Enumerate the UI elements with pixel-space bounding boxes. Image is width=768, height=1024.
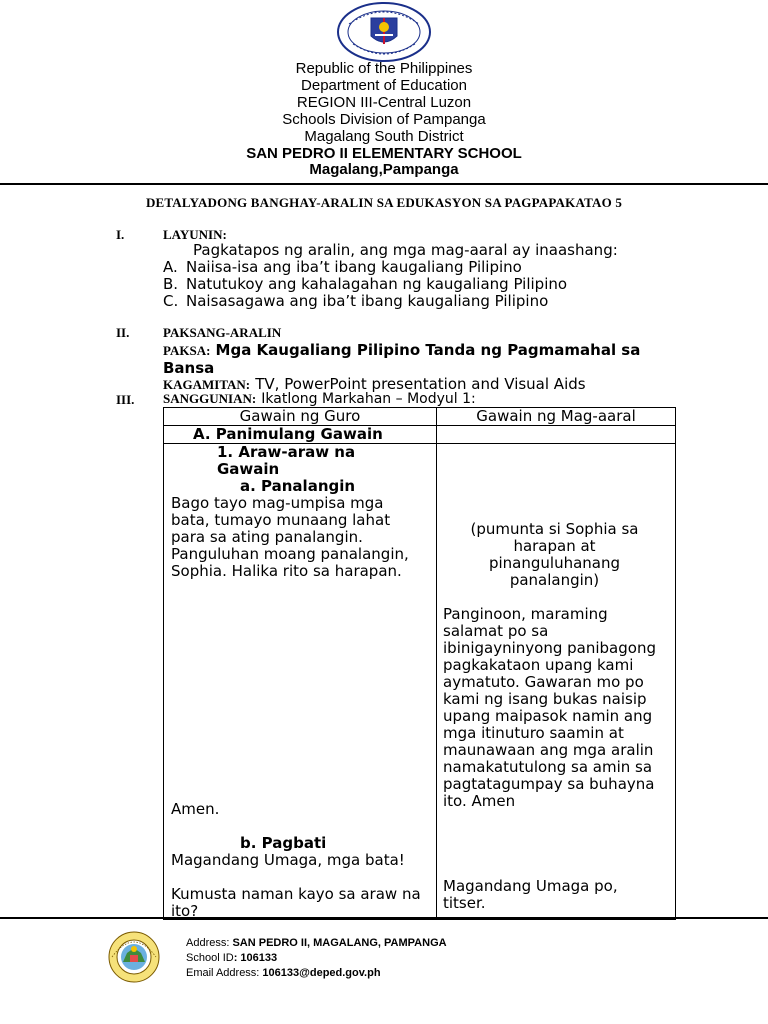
teacher-activity-cell <box>164 444 437 920</box>
footer-email <box>186 966 381 981</box>
header-republic: Republic of the Philippines <box>295 60 473 77</box>
section-1-label: LAYUNIN: <box>163 227 227 242</box>
sub-b-heading: b. Pagbati <box>240 834 327 852</box>
item-1-heading: 1. Araw-araw na Gawain <box>217 443 356 478</box>
section-a-heading: A. Panimulang Gawain <box>164 426 437 444</box>
section-3-number: III. <box>116 392 135 407</box>
teacher-greeting-text: Magandang Umaga, mga bata! <box>171 851 405 869</box>
objective-letter: A. <box>163 258 178 276</box>
empty-cell <box>437 426 676 444</box>
objective-letter: C. <box>163 292 179 310</box>
school-logo-graphic <box>108 931 160 983</box>
table-header-row <box>164 408 676 426</box>
teacher-amen-text: Amen. <box>171 800 220 818</box>
student-activity-cell <box>437 444 676 920</box>
footer-address <box>186 936 447 951</box>
footer-school-id <box>186 951 277 966</box>
footer-address-value: SAN PEDRO II, MAGALANG, PAMPANGA <box>232 937 447 949</box>
sanggunian-value: Ikatlong Markahan – Modyul 1: <box>261 391 476 407</box>
sanggunian-label: SANGGUNIAN: <box>163 391 257 406</box>
sanggunian-line <box>163 389 476 408</box>
kagamitan-value: TV, PowerPoint presentation and Visual Aids <box>255 375 586 393</box>
paksa-value: Mga Kaugaliang Pilipino Tanda ng Pagmamahal sa Bansa <box>163 341 641 377</box>
header-region: REGION III-Central Luzon <box>296 94 472 111</box>
table-row <box>164 444 676 920</box>
student-action-text: (pumunta si Sophia sa harapan at pinanguluhanang panalangin) <box>470 520 639 589</box>
col-header-student: Gawain ng Mag-aaral <box>437 408 676 426</box>
objective-b <box>163 275 568 293</box>
footer-email-value: 106133@deped.gov.ph <box>262 967 381 979</box>
school-logo <box>108 931 160 983</box>
deped-seal <box>337 2 431 62</box>
kagamitan-label: KAGAMITAN: <box>163 377 251 392</box>
teacher-prayer-text: Bago tayo mag-umpisa mga bata, tumayo munaang lahat para sa ating panalangin. Panguluhan moang panalangin, Sophia. Halika rito sa harapan. <box>171 494 409 580</box>
footer-id-value: : 106133 <box>233 952 278 964</box>
sub-a-heading: a. Panalangin <box>240 477 356 495</box>
student-prayer-text: Panginoon, maraming salamat po sa ibinigayninyong panibagong pagkakataon upang kami aymatuto. Gawaran mo po kami ng isang bukas naisip upang maipasok namin ang mga itinuturo saamin at maunawaan ang mga aralin namakatutulong sa amin sa pagtatagumpay sa buhayna ito. Amen <box>443 605 656 810</box>
objective-text: Naiisa-isa ang iba’t ibang kaugaliang Pilipino <box>186 258 522 276</box>
teacher-ask-text: Kumusta naman kayo sa araw na ito? <box>171 885 421 920</box>
deped-seal-graphic <box>337 2 431 62</box>
col-header-teacher: Gawain ng Guro <box>164 408 437 426</box>
section-2-number: II. <box>116 325 130 340</box>
lesson-activity-table <box>163 407 676 920</box>
student-greeting-text: Magandang Umaga po, titser. <box>443 877 618 912</box>
footer-divider <box>0 917 768 919</box>
document-title: DETALYADONG BANGHAY-ARALIN SA EDUKASYON SA PAGPAPAKATAO 5 <box>145 195 623 210</box>
paksa-line <box>163 341 673 377</box>
footer-email-label: Email Address: <box>186 967 263 979</box>
objective-text: Naisasagawa ang iba’t ibang kaugaliang Pilipino <box>186 292 549 310</box>
header-department: Department of Education <box>301 77 467 94</box>
objective-c <box>163 292 549 310</box>
header-divider <box>0 183 768 185</box>
paksa-label: PAKSA: <box>163 343 211 358</box>
footer-id-label: School ID <box>186 952 234 964</box>
objective-letter: B. <box>163 275 179 293</box>
section-2-label: PAKSANG-ARALIN <box>163 325 282 340</box>
table-row <box>164 426 676 444</box>
header-location: Magalang,Pampanga <box>309 161 459 178</box>
header-district: Magalang South District <box>304 128 464 145</box>
objective-a <box>163 258 522 276</box>
objective-text: Natutukoy ang kahalagahan ng kaugaliang Pilipino <box>186 275 568 293</box>
header-school-name: SAN PEDRO II ELEMENTARY SCHOOL <box>246 145 522 162</box>
footer-address-label: Address: <box>186 937 233 949</box>
header-division: Schools Division of Pampanga <box>282 111 486 128</box>
objectives-intro: Pagkatapos ng aralin, ang mga mag-aaral ay inaashang: <box>193 241 618 259</box>
section-1-number: I. <box>116 227 125 242</box>
